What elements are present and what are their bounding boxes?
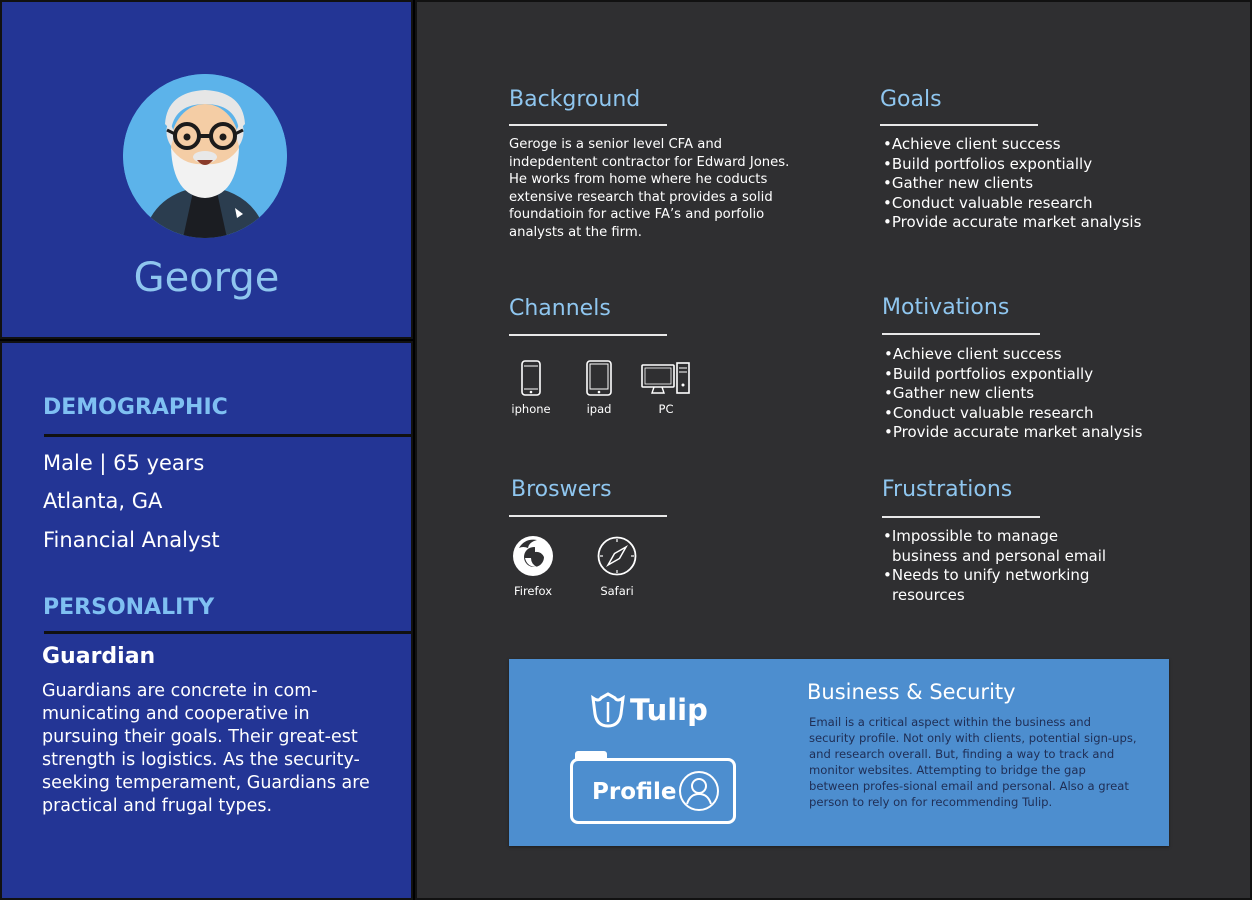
browsers-title: Broswers [511,477,612,502]
channels-divider [509,334,667,336]
motivation-item: • Provide accurate market analysis [884,423,1142,443]
channel-label: PC [658,402,674,416]
motivations-title: Motivations [882,295,1010,320]
motivation-item: • Conduct valuable research [884,404,1142,424]
browser-safari [594,534,640,598]
motivations-list [884,345,1142,443]
business-security-card [509,659,1169,846]
personality-description: Guardians are concrete in com-municating and cooperative in pursuing their goals. Their great-est strength is logistics. As the security-seeking temperament, Guardians are practical and frugal types. [42,681,370,816]
motivation-item: • Gather new clients [884,384,1142,404]
goals-title: Goals [880,87,942,112]
persona-name: George [133,255,280,301]
browser-label: Firefox [513,584,553,598]
channel-label: iphone [511,402,551,416]
goal-item: • Achieve client success [883,135,1141,155]
channel-ipad [578,360,620,416]
goal-item: • Conduct valuable research [883,194,1141,214]
pc-icon [641,360,691,396]
browser-label: Safari [600,584,634,598]
channels-title: Channels [509,296,611,321]
old-man-avatar-icon [123,74,287,238]
frustration-item: business and personal email [892,546,1107,565]
goals-divider [880,124,1038,126]
personality-heading: PERSONALITY [43,595,215,620]
browser-firefox [509,534,557,598]
demographic-line: Financial Analyst [43,528,220,552]
frustration-item: resources [892,585,965,604]
user-profile-icon [678,770,720,812]
motivation-item: • Achieve client success [884,345,1142,365]
background-divider [509,124,667,126]
business-title: Business & Security [807,680,1016,704]
frustration-item: • Needs to unify networking [883,566,1106,586]
channel-pc [640,360,692,416]
frustrations-divider [882,516,1040,518]
demographic-line: Male | 65 years [43,451,205,475]
safari-icon [595,534,639,578]
goal-item: • Build portfolios expontially [883,155,1141,175]
frustrations-title: Frustrations [882,477,1013,502]
profile-label: Profile [592,779,677,805]
demographic-line: Atlanta, GA [43,489,163,513]
channel-label: ipad [586,402,612,416]
tulip-logo [589,692,708,728]
business-text: Email is a critical aspect within the business and security profile. Not only with clients, potential sign-ups, and research overall. But, finding a way to track and monitor websites. Attempting to bridge the gap between profes-sional email and personal. Also a great person to rely on for recommending Tulip. [809,715,1137,809]
background-title: Background [509,87,641,112]
motivations-divider [882,333,1040,335]
demographic-heading: DEMOGRAPHIC [43,395,228,420]
tulip-brand: Tulip [630,693,708,727]
personality-divider [44,631,413,634]
profile-card [570,758,736,824]
goal-item: • Provide accurate market analysis [883,213,1141,233]
persona-avatar [123,74,287,238]
firefox-icon [511,534,555,578]
frustration-item: • Impossible to manage [883,527,1106,547]
browsers-divider [509,515,667,517]
goals-list [883,135,1141,233]
personality-type: Guardian [42,644,156,669]
goal-item: • Gather new clients [883,174,1141,194]
tulip-icon [589,692,627,728]
frustrations-list [883,527,1106,605]
channel-iphone [507,360,555,416]
motivation-item: • Build portfolios expontially [884,365,1142,385]
background-text: Geroge is a senior level CFA and indepdentent contractor for Edward Jones. He works from home where he coducts extensive research that provides a solid foundatioin for active FA’s and porfolio analysts at the firm. [509,137,790,240]
iphone-icon [520,360,542,396]
demographic-divider [44,434,413,437]
ipad-icon [585,360,613,396]
